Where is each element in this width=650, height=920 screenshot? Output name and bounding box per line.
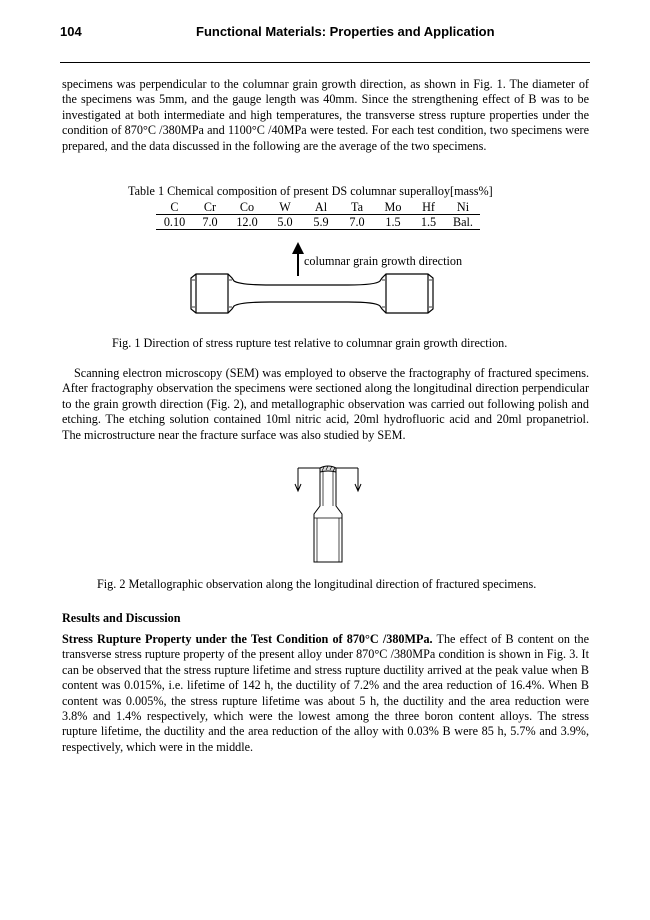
specimen-center-lines — [323, 472, 333, 506]
value-cell: 1.5 — [411, 215, 446, 230]
left-section-arrow — [295, 468, 301, 491]
header-cell: Cr — [193, 200, 227, 215]
specimen-outline — [191, 274, 433, 313]
growth-direction-label: columnar grain growth direction — [304, 254, 463, 268]
section-heading: Results and Discussion — [62, 611, 181, 625]
right-shoulder-lines — [386, 274, 428, 313]
left-shoulder-lines — [196, 274, 228, 313]
paragraph-bold-lead: Stress Rupture Property under the Test Condition of 870°C /380MPa. — [62, 632, 433, 646]
header-cell: Ta — [339, 200, 375, 215]
value-cell: 7.0 — [193, 215, 227, 230]
value-cell: 5.9 — [303, 215, 339, 230]
table-header-row — [156, 200, 480, 215]
header-cell: C — [156, 200, 193, 215]
journal-title: Functional Materials: Properties and Application — [196, 24, 495, 39]
header-cell: Hf — [411, 200, 446, 215]
composition-table — [156, 200, 480, 230]
figure-1-specimen-diagram — [180, 238, 440, 318]
value-cell: 1.5 — [375, 215, 411, 230]
specimen-shoulder-detail — [314, 518, 342, 562]
value-cell: 12.0 — [227, 215, 267, 230]
right-section-arrow — [355, 468, 361, 491]
header-cell: Mo — [375, 200, 411, 215]
right-thread-lines — [382, 280, 432, 307]
page-number: 104 — [60, 24, 82, 39]
header-cell: Al — [303, 200, 339, 215]
paragraph-body: The effect of B content on the transverse stress rupture property of the present alloy under 870°C /380MPa condition is shown in Fig. 3. It can be observed that the stress rupture lifetime and stress rupture ductility arrived at the peak value when B content was 0.015%, i.e. lifetime of 142 h, the ductility of 7.2% and the area reduction of 16.4%. When B content was 0.005%, the stress rupture lifetime was about 5 h, the ductility and the area reduction were 3.8% and 1.4% respectively, which were the lowest among the three boron content alloys. The stress rupture lifetime, the ductility and the area reduction of the alloy with 0.03% B were 85 h, 5.7% and 3.9%, respectively, which were in the middle. — [62, 632, 589, 754]
header-rule — [60, 62, 590, 63]
page-header — [60, 22, 590, 42]
specimen-gauge — [314, 472, 342, 562]
value-cell: 0.10 — [156, 215, 193, 230]
left-thread-lines — [192, 280, 232, 307]
body-paragraph-3 — [62, 632, 589, 755]
value-cell: 5.0 — [267, 215, 303, 230]
body-paragraph-2: Scanning electron microscopy (SEM) was employed to observe the fractography of fractured specimens. After fractography observation the specimens were sectioned along the longitudinal direction perpendicular to the grain growth direction (Fig. 2), and metallographic observation was carried out following polish and etching. The etching solution contained 10ml nitric acid, 20ml hydrofluoric acid and 20ml propanetriol. The microstructure near the fracture surface was also studied by SEM. — [62, 366, 589, 442]
value-cell: 7.0 — [339, 215, 375, 230]
fracture-surface — [320, 466, 336, 472]
body-paragraph-1: specimens was perpendicular to the columnar grain growth direction, as shown in Fig. 1. The diameter of the specimens was 5mm, and the gauge length was 40mm. Since the strengthening effect of B was to be investigated at both intermediate and high temperatures, the transverse stress rupture properties under the condition of 870°C /380MPa and 1100°C /40MPa were tested. For each test condition, two specimens were prepared, and the data discussed in the following are the average of the two specimens. — [62, 77, 589, 153]
table-value-row — [156, 215, 480, 230]
header-cell: Co — [227, 200, 267, 215]
figure-1-caption: Fig. 1 Direction of stress rupture test relative to columnar grain growth direction. — [112, 336, 508, 350]
figure-2-fractured-specimen — [288, 462, 368, 567]
value-cell: Bal. — [446, 215, 480, 230]
arrowhead — [292, 242, 304, 254]
table-caption: Table 1 Chemical composition of present DS columnar superalloy[mass%] — [128, 184, 493, 198]
figure-2-caption: Fig. 2 Metallographic observation along the longitudinal direction of fractured specimens. — [97, 577, 537, 591]
header-cell: W — [267, 200, 303, 215]
header-cell: Ni — [446, 200, 480, 215]
